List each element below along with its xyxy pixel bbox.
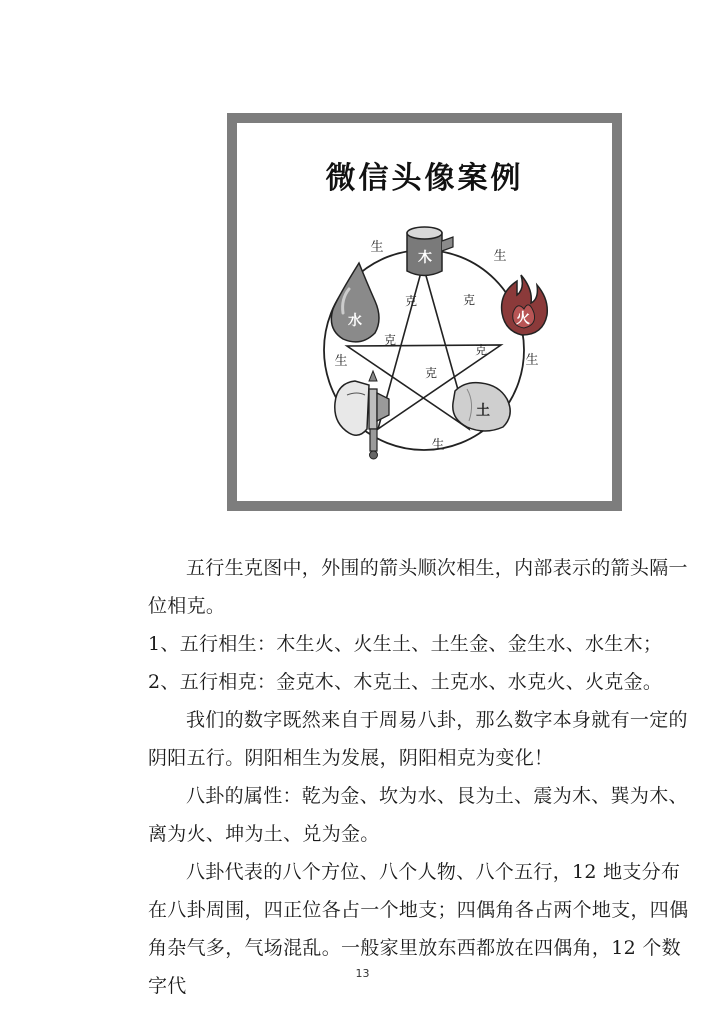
metal-axe-icon <box>335 371 389 459</box>
ke-label: 克 <box>383 333 397 347</box>
sheng-label: 生 <box>370 240 384 255</box>
wood-label: 木 <box>418 250 432 266</box>
earth-label: 土 <box>476 403 490 419</box>
five-elements-diagram <box>237 123 612 501</box>
five-elements-figure <box>227 113 622 511</box>
earth-rock-icon <box>453 383 510 431</box>
sheng-label: 生 <box>334 354 348 369</box>
figure-title: 微信头像案例 <box>325 161 524 196</box>
figure-panel <box>237 123 612 501</box>
paragraph: 八卦代表的八个方位、八个人物、八个五行，12 地支分布在八卦周围，四正位各占一个地支；四偶角各占两个地支，四偶角杂气多，气场混乱。一般家里放东西都放在四偶角，12 个数字代 <box>148 861 689 997</box>
page-number: 13 <box>355 967 370 980</box>
fire-icon <box>502 275 548 335</box>
paragraph: 八卦的属性：乾为金、坎为水、艮为土、震为木、巽为木、离为火、坤为土、兑为金。 <box>148 785 688 845</box>
paragraph: 我们的数字既然来自于周易八卦，那么数字本身就有一定的阴阳五行。阴阳相生为发展，阴阳相克为变化！ <box>148 709 688 769</box>
water-label: 水 <box>348 313 362 329</box>
fire-label: 火 <box>516 311 530 327</box>
wood-stump-icon <box>407 227 453 276</box>
paragraph: 五行生克图中，外围的箭头顺次相生，内部表示的箭头隔一位相克。 <box>148 557 688 617</box>
sheng-label: 生 <box>431 438 445 453</box>
ke-label: 克 <box>404 294 418 308</box>
ke-label: 克 <box>474 343 488 357</box>
paragraph: 1、五行相生：木生火、火生土、土生金、金生水、水生木； <box>148 633 663 655</box>
ke-label: 克 <box>424 366 438 380</box>
water-drop-icon <box>331 263 379 342</box>
ke-label: 克 <box>462 293 476 307</box>
sheng-label: 生 <box>525 353 539 368</box>
paragraph: 2、五行相克：金克木、木克土、土克水、水克火、火克金。 <box>148 671 663 693</box>
sheng-label: 生 <box>493 249 507 264</box>
